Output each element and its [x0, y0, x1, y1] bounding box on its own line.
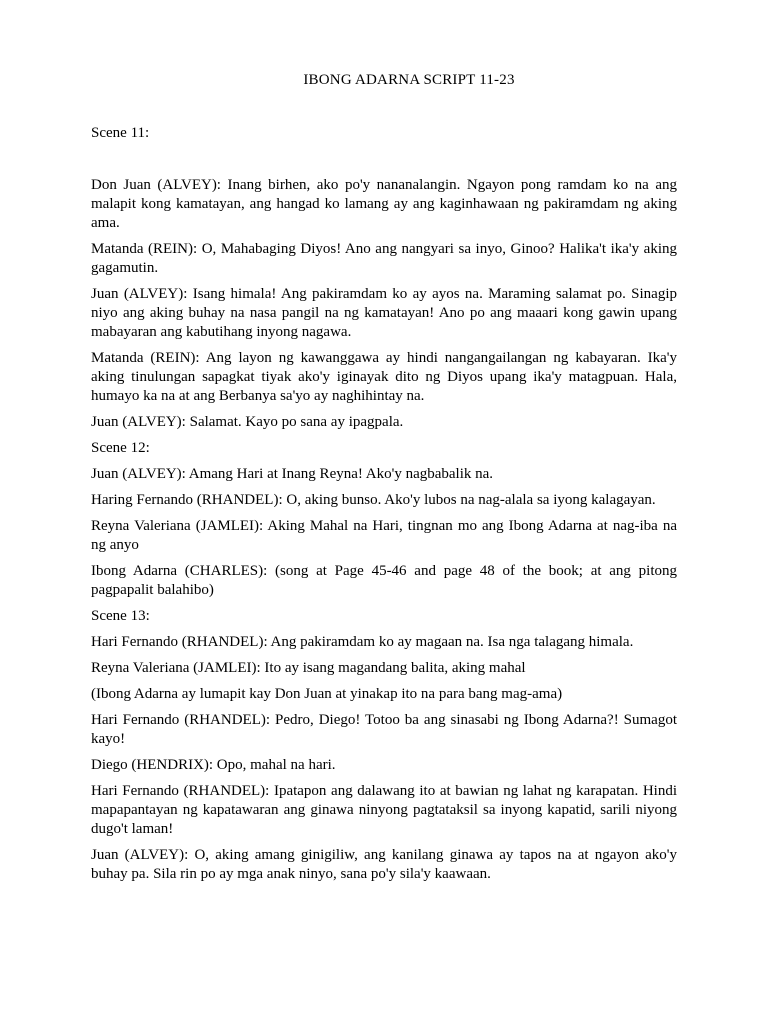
dialogue-line: Diego (HENDRIX): Opo, mahal na hari. [91, 757, 336, 773]
document-title: IBONG ADARNA SCRIPT 11-23 [303, 72, 515, 88]
dialogue-line: Juan (ALVEY): Amang Hari at Inang Reyna! Ako'y nagbabalik na. [91, 466, 494, 482]
scene-heading: Scene 13: [91, 608, 150, 624]
dialogue-line: Don Juan (ALVEY): Inang birhen, ako po'y nananalangin. Ngayon pong ramdam ko na ang malapit kong kamatayan, ang hangad ko lamang ay ang kaginhawaan ng pakiramdam ng aking ama. [91, 177, 677, 231]
dialogue-line: Hari Fernando (RHANDEL): Ang pakiramdam ko ay magaan na. Isa nga talagang himala. [91, 634, 634, 650]
dialogue-line: Matanda (REIN): O, Mahabaging Diyos! Ano ang nangyari sa inyo, Ginoo? Halika't ika'y aking gagamutin. [91, 241, 677, 276]
scene-heading: Scene 12: [91, 440, 150, 456]
dialogue-line: Hari Fernando (RHANDEL): Pedro, Diego! Totoo ba ang sinasabi ng Ibong Adarna?! Sumagot kayo! [91, 712, 677, 747]
dialogue-line: Juan (ALVEY): Salamat. Kayo po sana ay ipagpala. [91, 414, 404, 430]
dialogue-line: Reyna Valeriana (JAMLEI): Aking Mahal na Hari, tingnan mo ang Ibong Adarna at nag-iba na ng anyo [91, 518, 677, 553]
dialogue-line: Reyna Valeriana (JAMLEI): Ito ay isang magandang balita, aking mahal [91, 660, 526, 676]
dialogue-line: Ibong Adarna (CHARLES): (song at Page 45-46 and page 48 of the book; at ang pitong pagpapalit balahibo) [91, 563, 677, 598]
dialogue-line: Juan (ALVEY): Isang himala! Ang pakiramdam ko ay ayos na. Maraming salamat po. Sinagip niyo ang aking buhay na nasa pangil na ng kamatayan! Ano po ang maaari kong gawin upang mabayaran ang kabutihang inyong nagawa. [91, 286, 677, 340]
dialogue-line: Juan (ALVEY): O, aking amang ginigiliw, ang kanilang ginawa ay tapos na at ngayon ako'y buhay pa. Sila rin po ay mga anak ninyo, sana po'y sila'y kaawaan. [91, 847, 677, 882]
scene-heading: Scene 11: [91, 125, 150, 141]
dialogue-line: Hari Fernando (RHANDEL): Ipatapon ang dalawang ito at bawian ng lahat ng karapatan. Hindi mapapantayan ng kapatawaran ang ginawa ninyong pagtataksil sa inyong kapatid, sarili niyong dugo't laman! [91, 783, 677, 837]
script-body [91, 124, 677, 891]
dialogue-line: Matanda (REIN): Ang layon ng kawanggawa ay hindi nangangailangan ng kabayaran. Ika'y aking tinulungan sapagkat tiyak ako'y iginayak dito ng Diyos upang ika'y matagpuan. Hala, humayo ka na at ang Berbanya sa'yo ay naghihintay na. [91, 350, 677, 404]
dialogue-line: Haring Fernando (RHANDEL): O, aking bunso. Ako'y lubos na nag-alala sa iyong kalagayan. [91, 492, 656, 508]
stage-direction: (Ibong Adarna ay lumapit kay Don Juan at yinakap ito na para bang mag-ama) [91, 686, 563, 702]
